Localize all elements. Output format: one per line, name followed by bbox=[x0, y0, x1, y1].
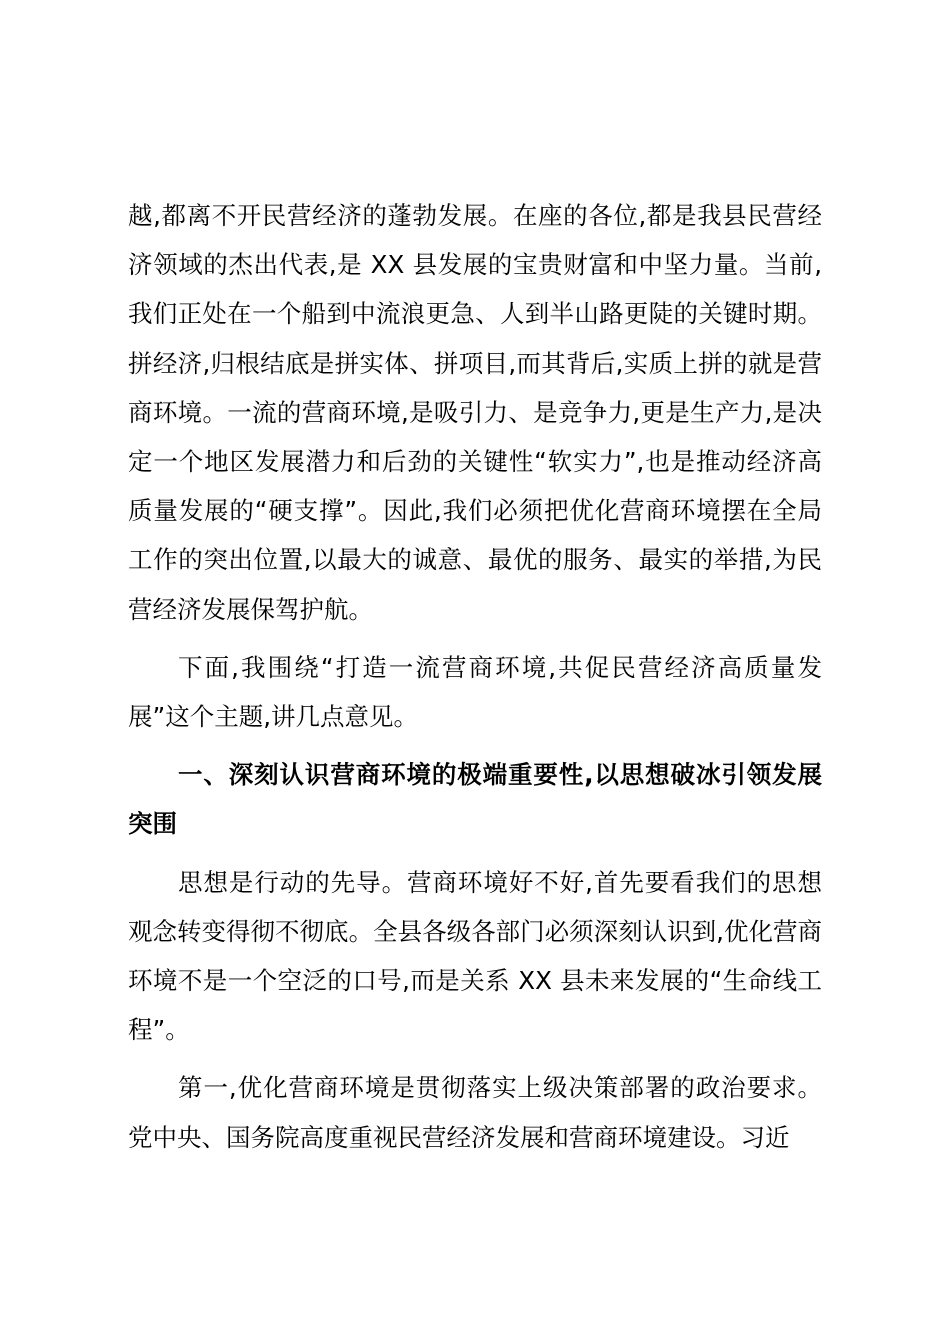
paragraph-first-point: 第一,优化营商环境是贯彻落实上级决策部署的政治要求。党中央、国务院高度重视民营经济发展和营商环境建设。习近 bbox=[128, 1073, 822, 1152]
section-heading: 一、深刻认识营商环境的极端重要性,以思想破冰引领发展突围 bbox=[128, 760, 822, 839]
paragraph-intro: 下面,我围绕“打造一流营商环境,共促民营经济高质量发展”这个主题,讲几点意见。 bbox=[128, 652, 822, 732]
document-body bbox=[128, 191, 822, 1162]
paragraph-thinking: 思想是行动的先导。营商环境好不好,首先要看我们的思想观念转变得彻不彻底。全县各级各部门必须深刻认识到,优化营商环境不是一个空泛的口号,而是关系 XX 县未来发展的“生命线工程”。 bbox=[128, 867, 822, 1045]
paragraph-continuation: 越,都离不开民营经济的蓬勃发展。在座的各位,都是我县民营经济领域的杰出代表,是 XX 县发展的宝贵财富和中坚力量。当前,我们正处在一个船到中流浪更急、人到半山路更陡的关键时期。拼经济,归根结底是拼实体、拼项目,而其背后,实质上拼的就是营商环境。一流的营商环境,是吸引力、是竞争力,更是生产力,是决定一个地区发展潜力和后劲的关键性“软实力”,也是推动经济高质量发展的“硬支撑”。因此,我们必须把优化营商环境摆在全局工作的突出位置,以最大的诚意、最优的服务、最实的举措,为民营经济发展保驾护航。 bbox=[128, 201, 822, 624]
